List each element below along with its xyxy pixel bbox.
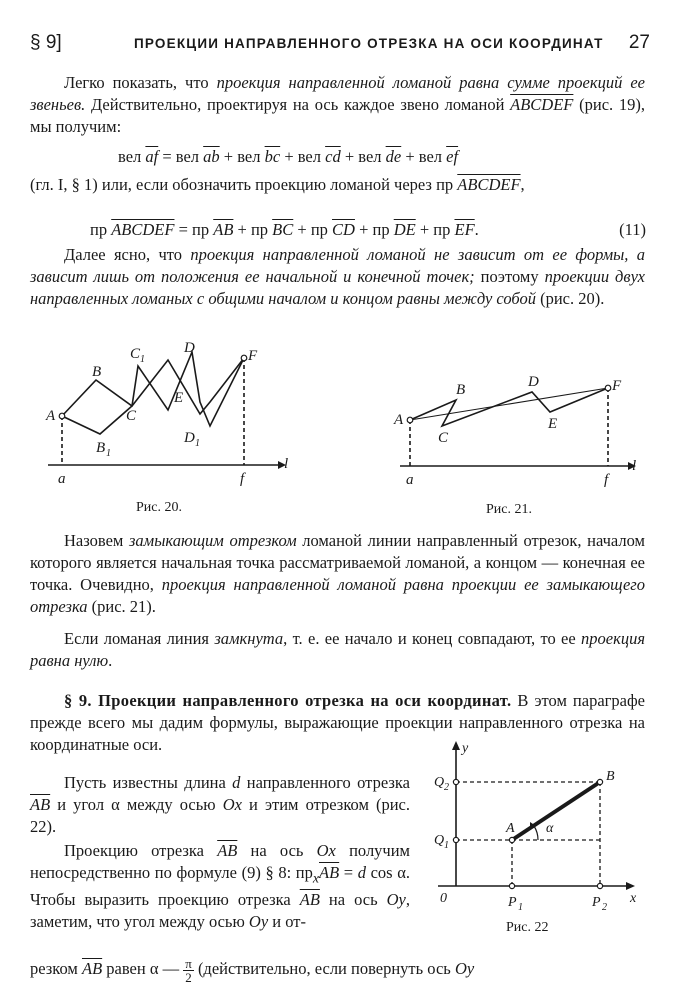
text-run: , заметим, что угол между осью xyxy=(30,890,410,932)
label-x: x xyxy=(630,891,637,906)
variable: d xyxy=(357,863,366,882)
paragraph-closed-polyline xyxy=(30,628,645,672)
formula-text: + вел xyxy=(280,147,326,166)
formula-text: + пр xyxy=(293,220,333,239)
formula-text: + вел xyxy=(401,147,447,166)
label-A: A xyxy=(394,412,404,428)
equation-number: (11) xyxy=(619,220,646,239)
label-B1: B xyxy=(96,440,106,456)
header-title: ПРОЕКЦИИ НАПРАВЛЕННОГО ОТРЕЗКА НА ОСИ КООРДИНАТ xyxy=(134,36,604,51)
label-A: A xyxy=(506,821,515,836)
overlined-symbol: $\overline{AB}$ xyxy=(81,959,103,978)
label-D: D xyxy=(528,374,539,390)
label-P2: P xyxy=(592,895,601,910)
label-B: B xyxy=(456,382,466,398)
emphasis-run: замыкающим отрезком xyxy=(129,531,297,550)
formula-vector: ABCDEF xyxy=(111,220,175,239)
emphasis-run: проекция направленной ломаной не зависит от ее формы, а зависит лишь от положения ее начальной и конечной точек; xyxy=(30,245,646,286)
text-run: . xyxy=(108,651,113,670)
label-B: B xyxy=(92,364,102,380)
formula-text: + вел xyxy=(219,147,265,166)
text-run: (рис. 21). xyxy=(87,597,156,616)
paragraph-independence xyxy=(30,244,645,310)
label-Q1: Q xyxy=(434,833,445,848)
text-run: Действительно, проектируя на ось каждое звено ломаной xyxy=(85,95,511,114)
header-section-ref: § 9] xyxy=(30,32,62,53)
label-C1-sub: 1 xyxy=(140,354,145,365)
text-run: Далее ясно, что xyxy=(64,245,191,264)
variable: d xyxy=(232,773,241,792)
variable: Ox xyxy=(222,795,242,814)
overlined-symbol: $\overline{AB}$ xyxy=(30,795,51,814)
figure-22-caption: Рис. 22 xyxy=(506,920,549,935)
text-run: на ось xyxy=(237,841,317,860)
text-run: и угол α между осью xyxy=(50,795,223,814)
overlined-symbol: $\overline{AB}$ xyxy=(299,890,320,910)
label-E: E xyxy=(174,390,184,406)
fraction-denominator: 2 xyxy=(185,969,192,985)
label-B1-sub: 1 xyxy=(106,448,111,459)
closing-segment-AF xyxy=(410,388,608,420)
emphasis-run: проекция равна нулю xyxy=(30,629,645,670)
label-y: y xyxy=(462,741,469,756)
text-run: Проекцию отрезка xyxy=(64,841,218,860)
overlined-symbol: ABCDEF xyxy=(510,95,574,114)
subscript: x xyxy=(312,870,319,886)
label-l: l xyxy=(632,458,637,474)
formula-vector: $\overline{AB}$ xyxy=(213,220,234,239)
figure-22 xyxy=(426,740,650,912)
label-D: D xyxy=(184,340,195,356)
label-Q2: Q xyxy=(434,775,445,790)
point-q1 xyxy=(453,837,458,842)
text-run: на ось xyxy=(319,890,387,910)
formula-text: = пр xyxy=(174,220,214,239)
text-run: В этом параграфе прежде всего мы дадим формулы, выражающие проекции направленного отрезка на координатные оси. xyxy=(30,691,646,754)
formula-vector: $\overline{bc}$ xyxy=(264,147,281,166)
figure-20 xyxy=(40,338,295,488)
text-run: = xyxy=(339,863,358,882)
text-run: Если ломаная линия xyxy=(64,629,215,648)
label-O: 0 xyxy=(440,891,447,906)
text-run: направленного отрезка xyxy=(240,773,410,792)
text-run: (рис. 20). xyxy=(535,289,605,308)
point-b xyxy=(597,779,602,784)
text-run: получим непосредственно по формуле (9) § 8: пр xyxy=(30,841,410,882)
formula-vector: $\overline{ef}$ xyxy=(446,147,459,166)
point-f xyxy=(605,385,611,391)
arrow-y xyxy=(452,741,460,750)
text-run: равен α — xyxy=(102,959,184,978)
formula-vector: $\overline{CD}$ xyxy=(332,220,355,239)
formula-text: + пр xyxy=(233,220,273,239)
section-heading: § 9. Проекции направленного отрезка на оси координат. xyxy=(64,691,512,710)
point-p2 xyxy=(597,883,602,888)
text-run: Легко показать, что xyxy=(64,73,217,92)
label-C: C xyxy=(126,408,137,424)
formula-text: + пр xyxy=(415,220,455,239)
variable: Oy xyxy=(386,890,406,910)
text-run: (рис. 19), мы получим: xyxy=(30,95,645,136)
segment-AB xyxy=(512,782,600,840)
page-number: 27 xyxy=(628,32,650,53)
text-run: ломаной линии направленный отрезок, началом которого является начальная точка рассматриваемой ломаной, а концом — конечная ее точка. Очевидно, xyxy=(30,531,645,594)
formula-text: . xyxy=(474,220,479,239)
label-A: A xyxy=(46,408,56,424)
label-D1: D xyxy=(184,430,195,446)
emphasis-run: проекция направленной ломаной равна сумме проекций ее звеньев. xyxy=(30,73,645,114)
label-E: E xyxy=(548,416,558,432)
fraction-pi-over-2 xyxy=(183,957,194,984)
point-a xyxy=(59,413,65,419)
formula-velocity-sum xyxy=(118,147,458,167)
fraction-numerator: π xyxy=(185,955,192,971)
paragraph-angle-continuation xyxy=(30,956,645,984)
formula-text: пр xyxy=(90,220,112,239)
formula-vector: $\overline{BC}$ xyxy=(272,220,294,239)
label-F: F xyxy=(248,348,258,364)
variable: Oy xyxy=(454,959,475,978)
label-P1-sub: 1 xyxy=(518,902,523,912)
paragraph-polyline-sum xyxy=(30,72,645,138)
overlined-symbol: $\overline{AB}$ xyxy=(319,863,340,882)
label-Q2-sub: 2 xyxy=(444,782,449,793)
variable: Ox xyxy=(316,841,336,860)
label-C1: C xyxy=(130,346,141,362)
formula-text: вел xyxy=(118,147,146,166)
text-run: поэтому xyxy=(474,267,545,286)
text-run: и этим отрезком (рис. 22). xyxy=(30,795,410,836)
emphasis-run: проекции двух направленных ломаных с общими началом и концом равны между собой xyxy=(30,267,645,308)
variable: Oy xyxy=(248,912,269,932)
formula-text: + пр xyxy=(354,220,394,239)
emphasis-run: замкнута xyxy=(214,629,284,648)
label-a: a xyxy=(58,471,66,487)
text-run: (действительно, если повернуть ось xyxy=(193,959,455,978)
paragraph-given-length xyxy=(30,772,410,838)
point-f xyxy=(241,355,247,361)
formula-vector: $\overline{cd}$ xyxy=(325,147,341,166)
paragraph-projection-notation xyxy=(30,174,645,196)
polyline-ABCDEF xyxy=(410,388,608,426)
label-B: B xyxy=(606,769,615,784)
label-C: C xyxy=(438,430,449,446)
label-D1-sub: 1 xyxy=(195,438,200,449)
label-l: l xyxy=(284,456,289,472)
text-run: , т. е. ее начало и конец совпадают, то ее xyxy=(283,629,582,648)
formula-vector: $\overline{de}$ xyxy=(385,147,402,166)
point-q2 xyxy=(453,779,458,784)
overlined-symbol: $\overline{AB}$ xyxy=(217,841,238,860)
figure-21 xyxy=(392,372,642,488)
paragraph-projection-ox xyxy=(30,840,410,933)
figure-21-caption: Рис. 21. xyxy=(486,502,532,517)
emphasis-run: проекция направленной ломаной равна проекции ее замыкающего отрезка xyxy=(30,575,645,616)
formula-vector: $\overline{EF}$ xyxy=(454,220,475,239)
arrow-x xyxy=(626,882,635,890)
label-f: f xyxy=(240,471,245,487)
angle-arc xyxy=(534,826,538,840)
formula-vector: $\overline{af}$ xyxy=(145,147,159,166)
text-run: Назовем xyxy=(64,531,129,550)
point-a xyxy=(509,837,514,842)
label-f: f xyxy=(604,472,609,488)
text-run: (гл. I, § 1) или, если обозначить проекцию ломаной через пр xyxy=(30,175,458,194)
running-header xyxy=(30,32,650,56)
text-run: , xyxy=(520,175,525,194)
label-F: F xyxy=(612,378,622,394)
point-a xyxy=(407,417,413,423)
label-a: a xyxy=(406,472,414,488)
label-Q1-sub: 1 xyxy=(444,840,449,851)
paragraph-closing-segment xyxy=(30,530,645,618)
label-P2-sub: 2 xyxy=(602,902,607,912)
formula-vector: $\overline{DE}$ xyxy=(393,220,416,239)
figure-20-caption: Рис. 20. xyxy=(136,500,182,515)
text-run: Пусть известны длина xyxy=(64,773,233,792)
text-run: резком xyxy=(30,959,82,978)
formula-text: + вел xyxy=(340,147,386,166)
label-alpha: α xyxy=(546,821,554,836)
overlined-symbol: ABCDEF xyxy=(457,175,521,194)
text-run: и от- xyxy=(268,912,306,932)
formula-text: = вел xyxy=(158,147,204,166)
point-p1 xyxy=(509,883,514,888)
formula-11 xyxy=(90,220,646,240)
label-P1: P xyxy=(508,895,517,910)
text-run: cos α. Чтобы выразить проекцию отрезка xyxy=(30,863,410,910)
formula-vector: $\overline{ab}$ xyxy=(203,147,220,166)
